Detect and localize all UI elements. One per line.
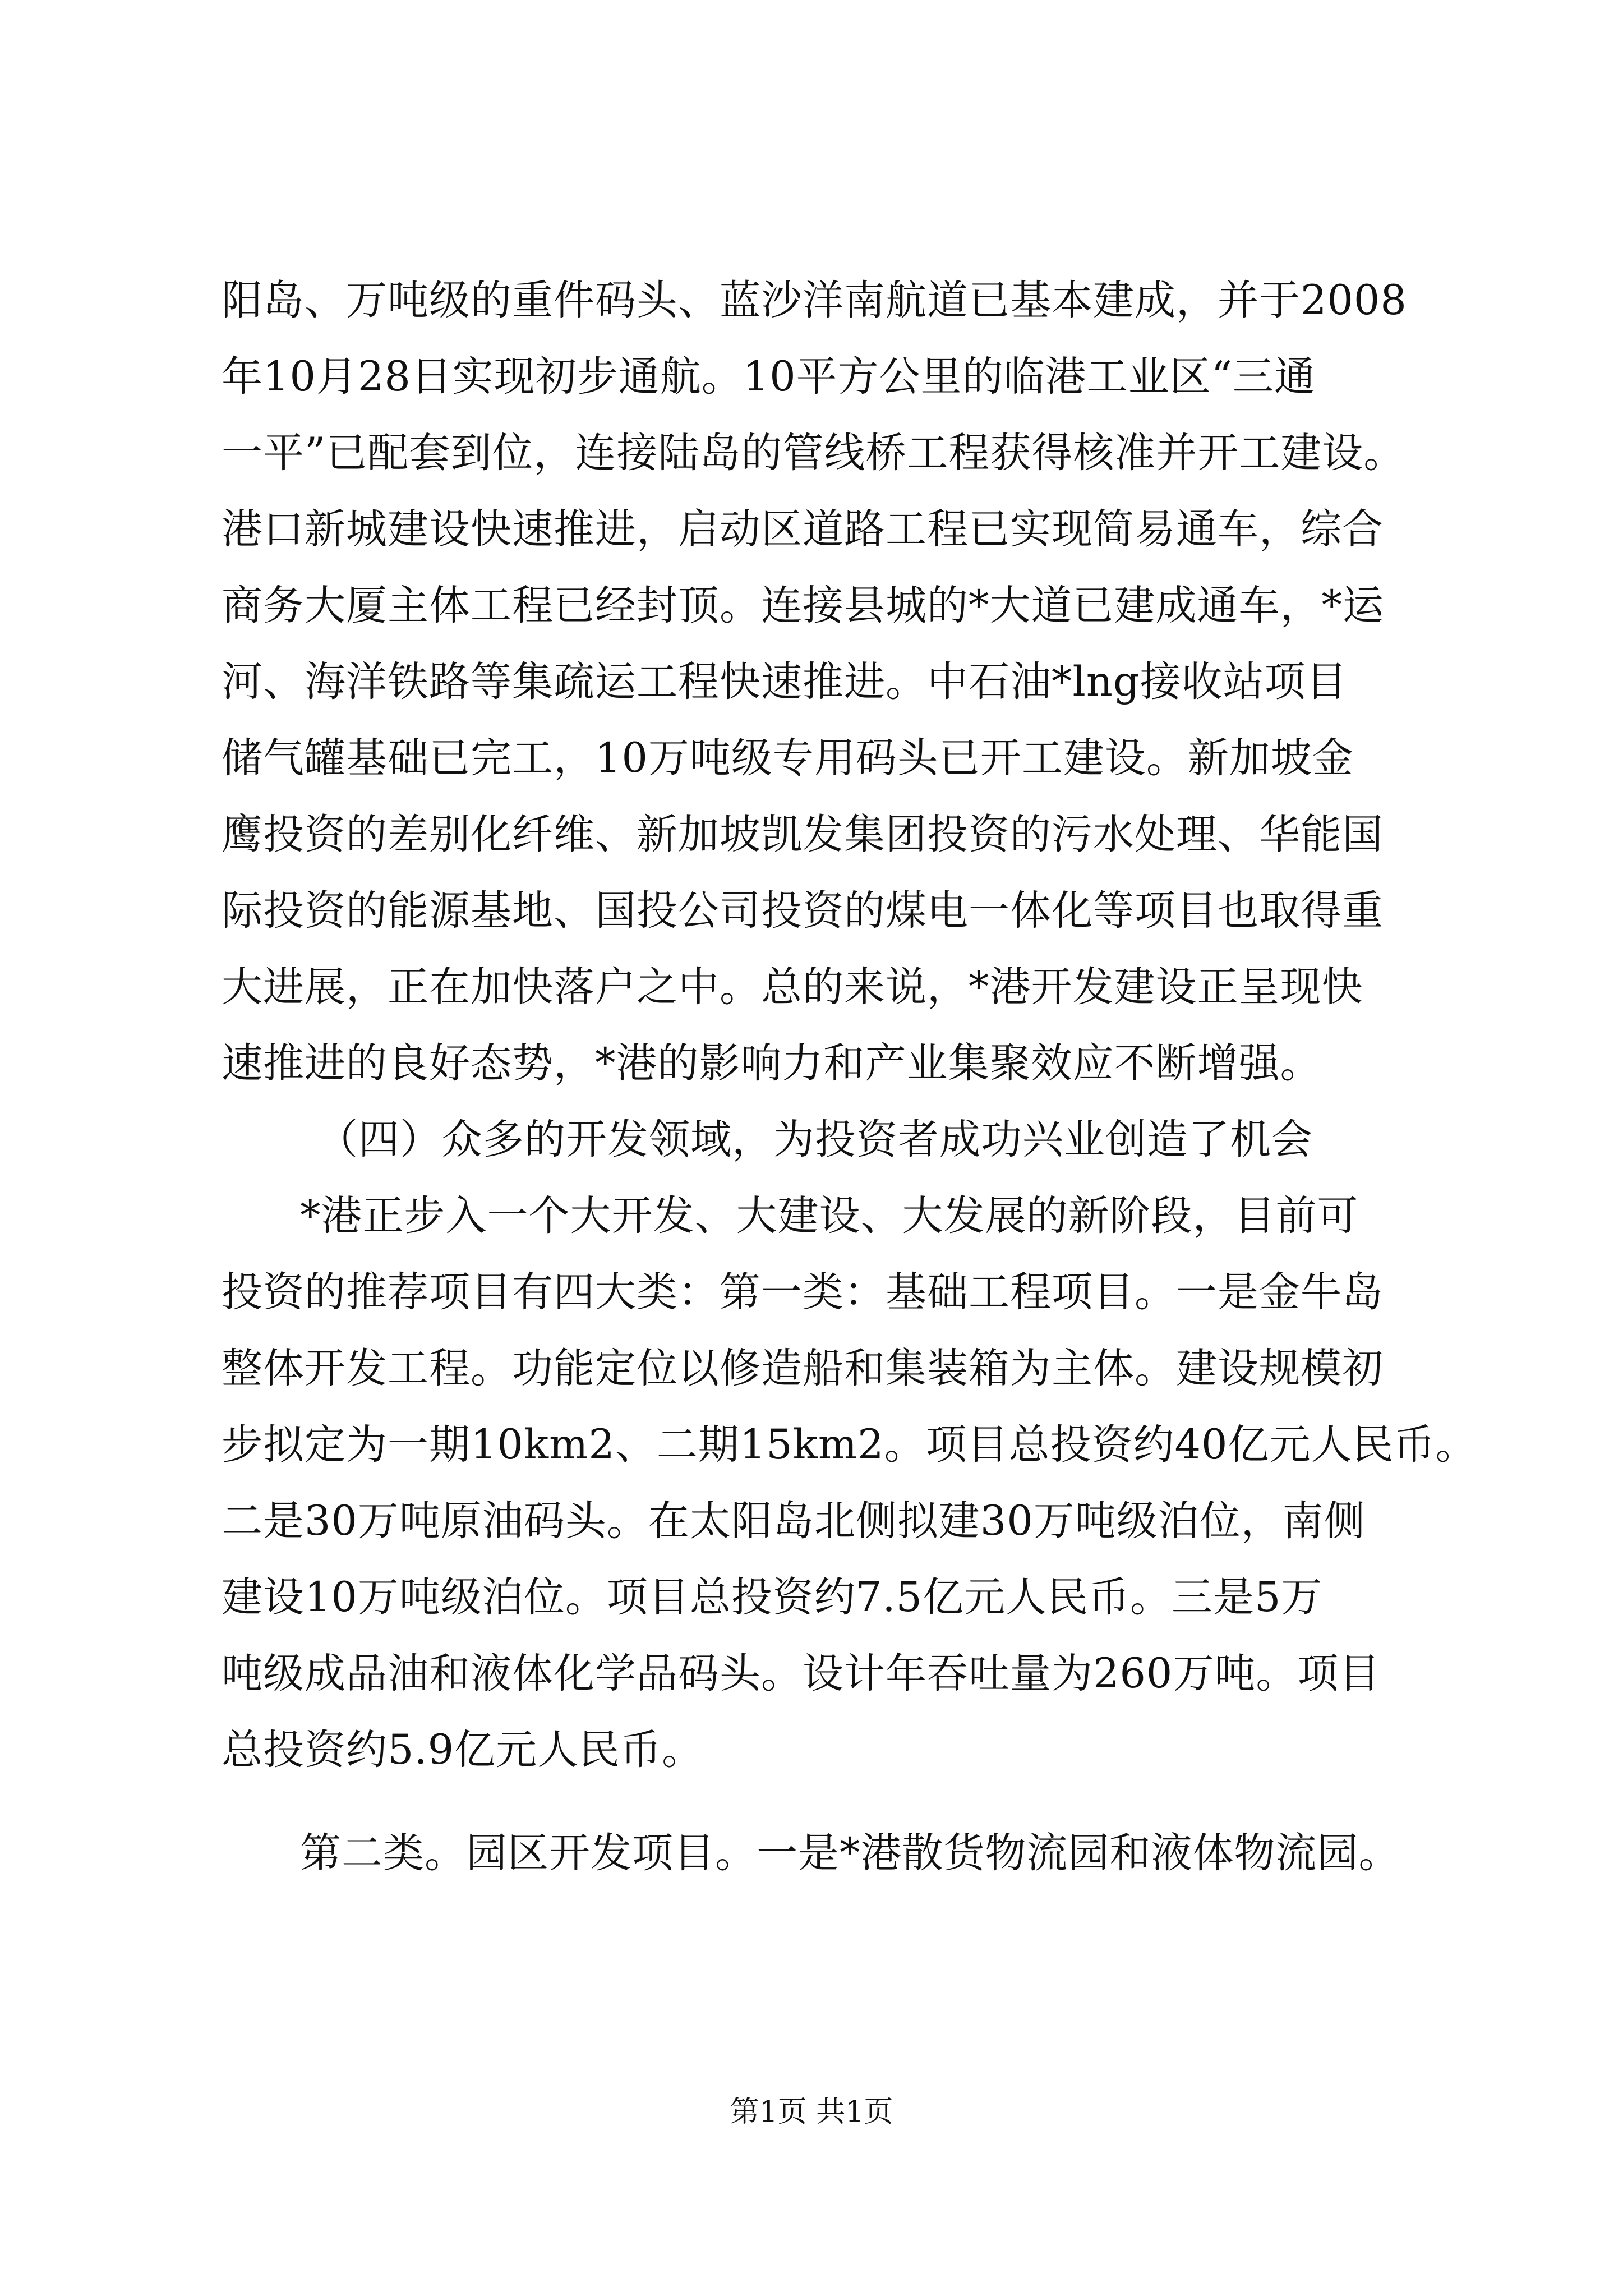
page-footer: 第1页 共1页 <box>730 2095 893 2129</box>
paragraph-gap <box>222 1788 1410 1815</box>
paragraph-line: *港正步入一个大开发、大建设、大发展的新阶段，目前可 <box>300 1192 1359 1240</box>
text-line: 速推进的良好态势，*港的影响力和产业集聚效应不断增强。 <box>222 1039 1322 1087</box>
text-line: 商务大厦主体工程已经封顶。连接县城的*大道已建成通车，*运 <box>222 582 1384 629</box>
text-line: 际投资的能源基地、国投公司投资的煤电一体化等项目也取得重 <box>222 887 1384 935</box>
paragraph-line: 整体开发工程。功能定位以修造船和集装箱为主体。建设规模初 <box>222 1345 1384 1392</box>
text-line: 阳岛、万吨级的重件码头、蓝沙洋南航道已基本建成，并于2008 <box>222 277 1407 324</box>
paragraph-line: 总投资约5.9亿元人民币。 <box>222 1726 704 1774</box>
text-line: 储气罐基础已完工，10万吨级专用码头已开工建设。新加坡金 <box>222 734 1354 782</box>
paragraph-line: 第二类。园区开发项目。一是*港散货物流园和液体物流园。 <box>300 1829 1400 1877</box>
paragraph-line: 吨级成品油和液体化学品码头。设计年吞吐量为260万吨。项目 <box>222 1650 1381 1697</box>
text-line: 河、海洋铁路等集疏运工程快速推进。中石油*lng接收站项目 <box>222 658 1348 706</box>
paragraph-line: 二是30万吨原油码头。在太阳岛北侧拟建30万吨级泊位，南侧 <box>222 1497 1366 1545</box>
paragraph-line: 投资的推荐项目有四大类：第一类：基础工程项目。一是金牛岛 <box>222 1268 1384 1316</box>
paragraph-line: 建设10万吨级泊位。项目总投资约7.5亿元人民币。三是5万 <box>222 1573 1323 1621</box>
text-line: 港口新城建设快速推进，启动区道路工程已实现简易通车，综合 <box>222 505 1384 553</box>
document-body <box>222 263 1477 1892</box>
text-line: 大进展，正在加快落户之中。总的来说，*港开发建设正呈现快 <box>222 963 1363 1011</box>
paragraph-line: 步拟定为一期10km2、二期15km2。项目总投资约40亿元人民币。 <box>222 1421 1477 1469</box>
text-line: 鹰投资的差别化纤维、新加坡凯发集团投资的污水处理、华能国 <box>222 811 1384 858</box>
text-line: 年10月28日实现初步通航。10平方公里的临港工业区“三通 <box>222 353 1316 401</box>
text-line: 一平”已配套到位，连接陆岛的管线桥工程获得核准并开工建设。 <box>222 429 1405 477</box>
section-heading: （四）众多的开发领域，为投资者成功兴业创造了机会 <box>317 1116 1313 1163</box>
